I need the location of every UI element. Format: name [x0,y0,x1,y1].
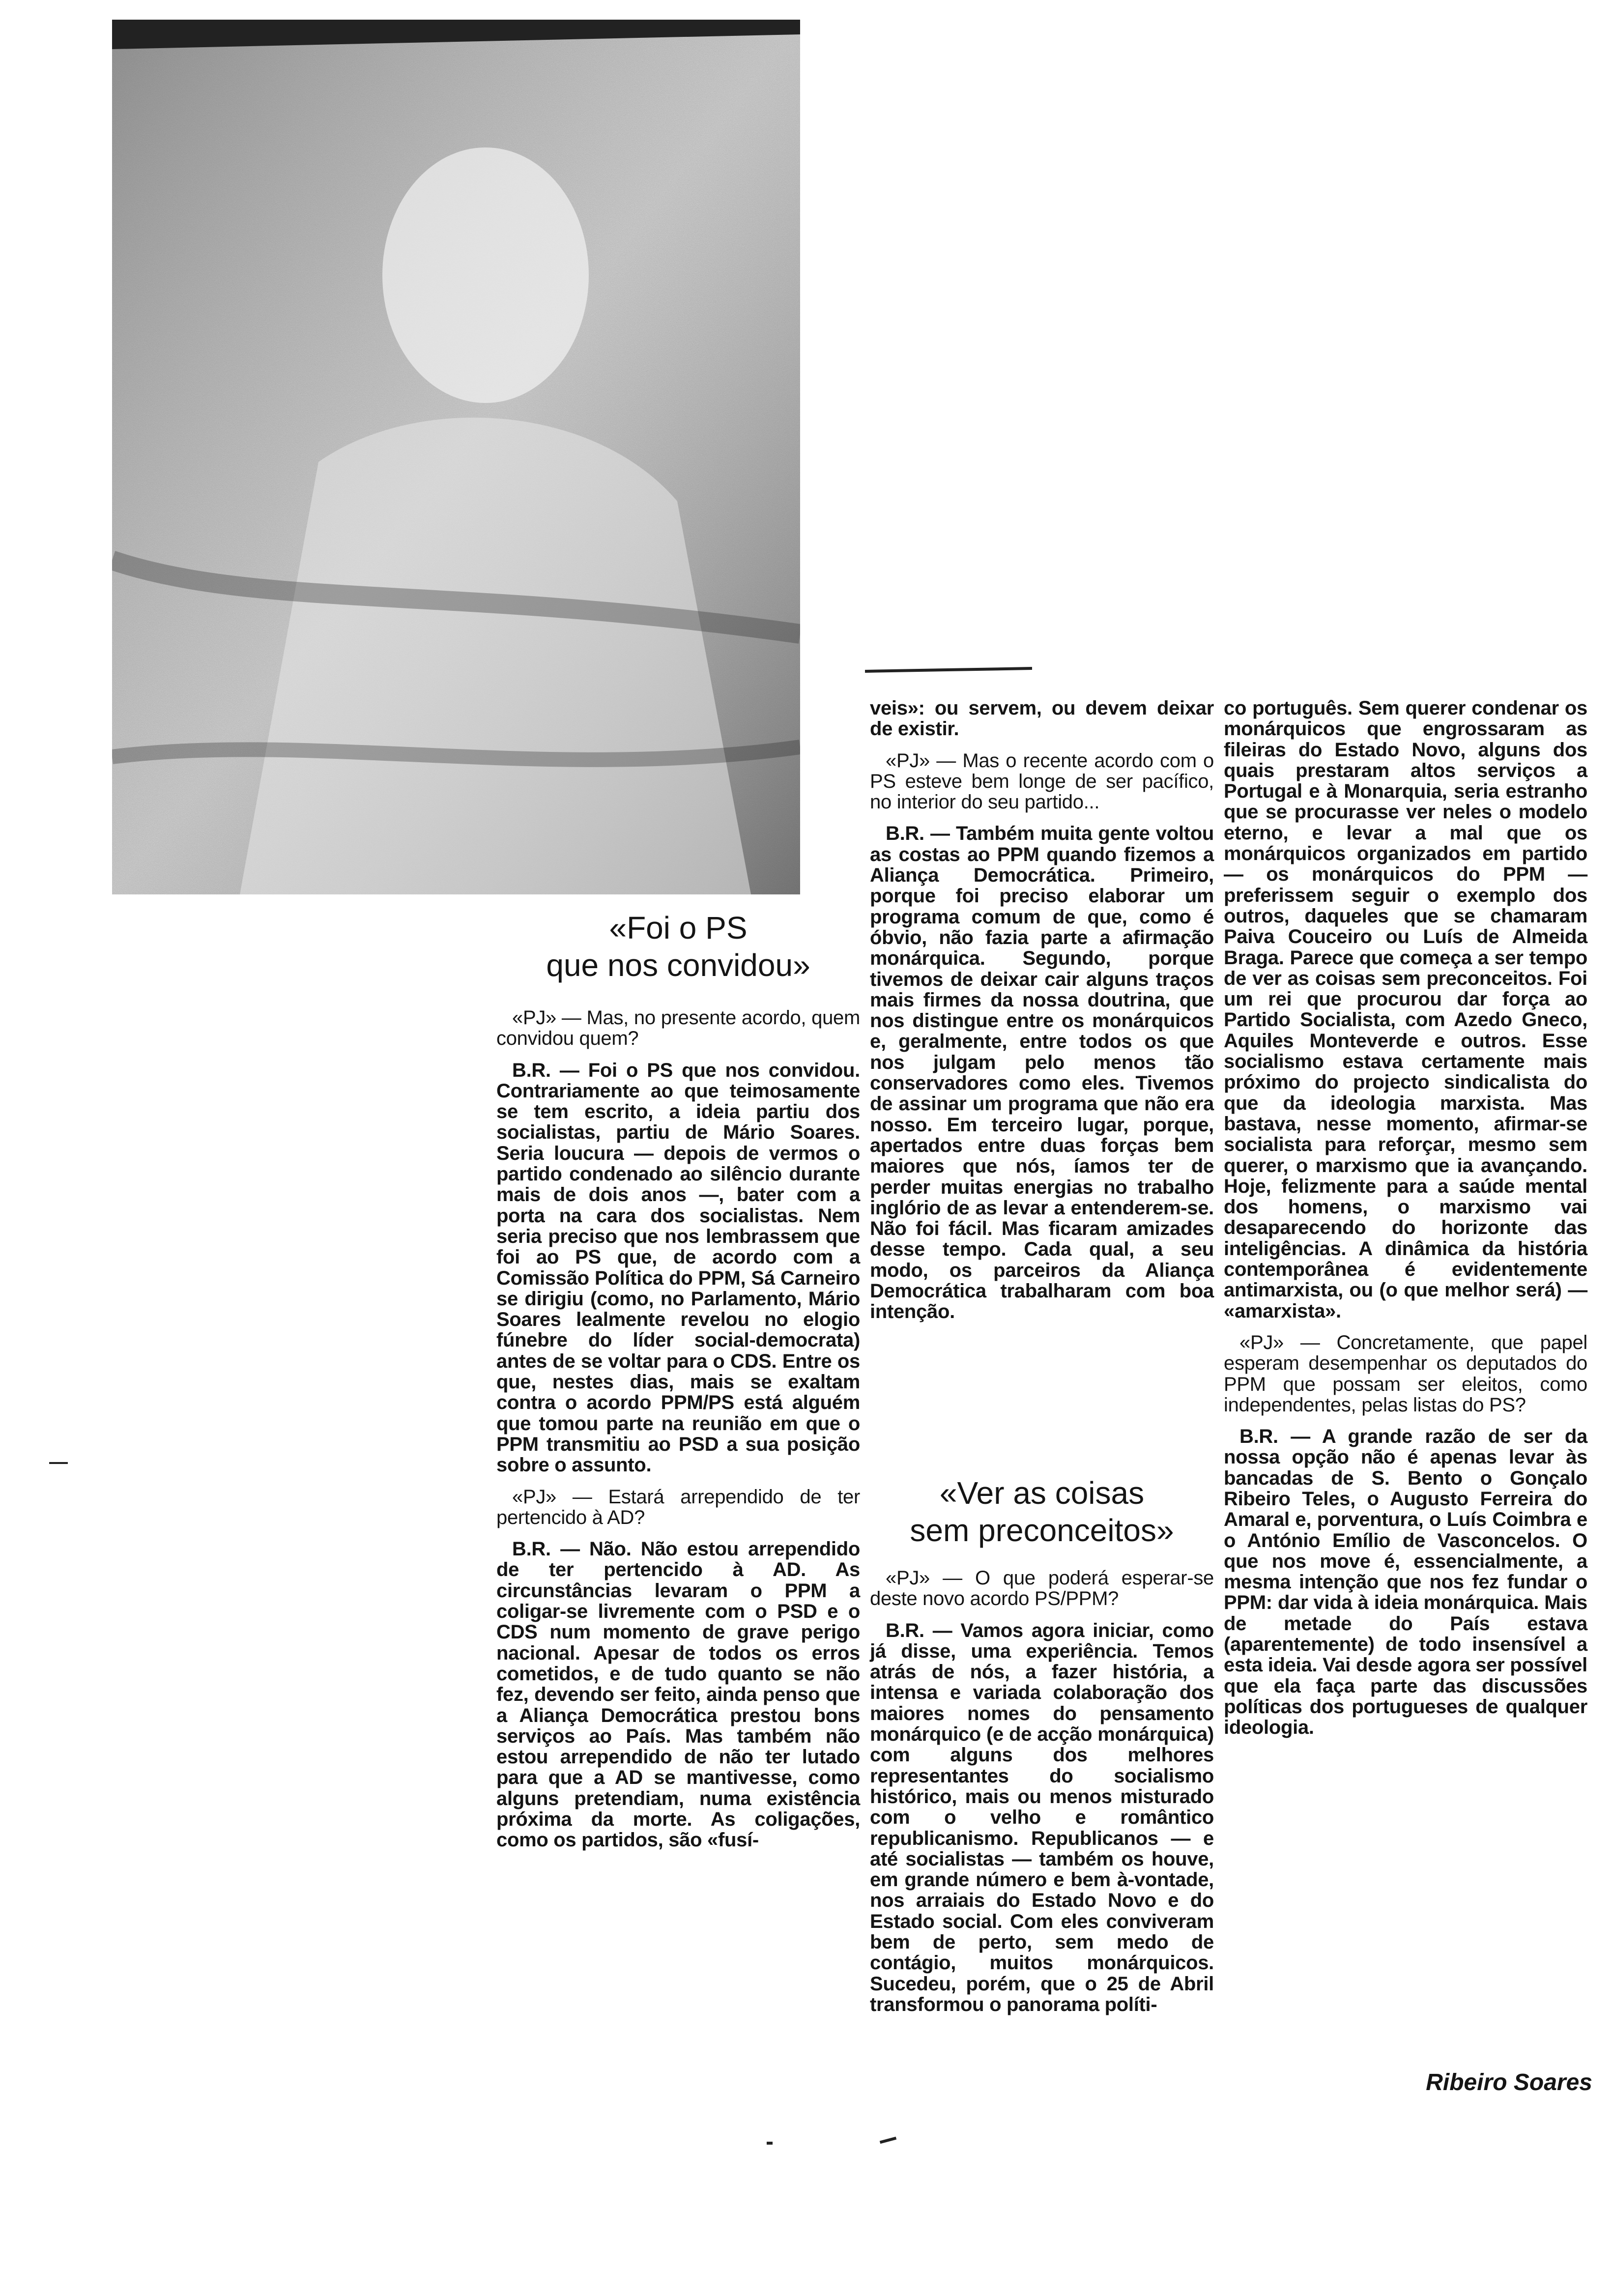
article-column-2 [870,698,1214,1322]
paragraph: co português. Sem querer condenar os monárquicos que engrossaram as fileiras do Estado Novo, alguns dos quais prestaram altos serviços a Portugal e à Monarquia, seria estranho que se procurasse ver neles o modelo eterno, e levar a mal que os monárquicos organizados em partido — os monárquicos do PPM — preferissem seguir o exemplo dos outros, daqueles que se chamaram Paiva Couceiro ou Luís de Almeida Braga. Parece que começa a ser tempo de ver as coisas sem preconceitos. Foi um rei que procurou dar força ao Partido Socialista, com Azedo Gneco, Aquiles Monteverde e outros. Esse socialismo estava certamente mais próximo do projecto sindicalista do que da ideologia marxista. Mas bastava, nesse momento, afirmar-se socialista para reforçar, mesmo sem querer, o marxismo que ia avançando. Hoje, felizmente para a saúde mental dos homens, o marxismo vai desaparecendo do horizonte das inteligências. A dinâmica da história contemporânea é evidentemente antimarxista, ou (o que melhor será) — «amarxista». [1224,697,1587,1322]
scan-mark [767,2142,773,2145]
scan-mark [865,667,1032,673]
heading-ver-as-coisas [870,1474,1214,1549]
article-column-3 [1224,698,1587,1738]
photo-placeholder-icon [112,20,800,894]
paragraph: veis»: ou servem, ou devem deixar de existir. [870,697,1214,740]
heading-foi-o-ps [496,909,860,984]
paragraph: «PJ» — Concretamente, que papel esperam desempenhar os deputados do PPM que possam ser eleitos, como independentes, pelas listas do PS? [1224,1331,1587,1416]
heading-line-2: que nos convidou» [546,947,810,983]
paragraph: B.R. — Foi o PS que nos convidou. Contrariamente ao que teimosamente se tem escrito, a ideia partiu dos socialistas, partiu de Mário Soares. Seria loucura — depois de vermos o partido condenado ao silêncio durante mais de dois anos —, bater com a porta na cara dos socialistas. Nem seria preciso que nos lembrassem que foi ao PS que, de acordo com a Comissão Política do PPM, Sá Carneiro se dirigiu (como, no Parlamento, Mário Soares lealmente revelou no elogio fúnebre do líder social-democrata) antes de se voltar para o CDS. Entre os que, nestes dias, mais se exaltam contra o acordo PPM/PS está alguém que tomou parte na reunião em que o PPM transmitiu ao PSD a sua posição sobre o assunto. [496,1059,860,1476]
paragraph: «PJ» — O que poderá esperar-se deste novo acordo PS/PPM? [870,1567,1214,1610]
byline: Ribeiro Soares [1426,2069,1592,2095]
paragraph: «PJ» — Mas, no presente acordo, quem convidou quem? [496,1007,860,1050]
scan-mark [49,1462,68,1464]
paragraph: B.R. — Não. Não estou arrependido de ter pertencido à AD. As circunstâncias levaram o PPM a coligar-se livremente com o PSD e o CDS num momento de grave perigo nacional. Apesar de todos os erros cometidos, e de tudo quanto se não fez, devendo ser feito, ainda penso que a Aliança Democrática prestou bons serviços ao País. Mas também não estou arrependido de não ter lutado para que a AD se mantivesse, como alguns pretendiam, numa existência próxima da morte. As coligações, como os partidos, são «fusí- [496,1538,860,1851]
paragraph: «PJ» — Mas o recente acordo com o PS esteve bem longe de ser pacífico, no interior do seu partido... [870,749,1214,813]
heading-line-2: sem preconceitos» [910,1513,1174,1548]
paragraph: «PJ» — Estará arrependido de ter pertencido à AD? [496,1486,860,1528]
article-column-2-continued [870,1568,1214,2015]
paragraph: B.R. — Vamos agora iniciar, como já disse, uma experiência. Temos atrás de nós, a fazer história, a intensa e variada colaboração dos maiores nomes do pensamento monárquico (e de acção monárquica) com alguns dos melhores representantes do socialismo histórico, mais ou menos misturado com o velho e romântico republicanismo. Republicanos — e até socialistas — também os houve, em grande número e bem à-vontade, nos arraiais do Estado Novo e do Estado social. Com eles conviveram bem de perto, sem medo de contágio, muitos monárquicos. Sucedeu, porém, que o 25 de Abril transformou o panorama políti- [870,1619,1214,2015]
heading-line-1: «Foi o PS [609,910,748,946]
article-photo [112,20,800,894]
scan-mark [880,2137,896,2144]
article-column-1 [496,1007,860,1851]
paragraph: B.R. — Também muita gente voltou as costas ao PPM quando fizemos a Aliança Democrática. Primeiro, porque foi preciso elaborar um programa comum de que, como é óbvio, não fazia parte a afirmação monárquica. Segundo, porque tivemos de deixar cair alguns traços mais firmes da nossa doutrina, que nos distingue entre os monárquicos e, geralmente, entre todos os que nos julgam pelo menos tão conservadores como eles. Tivemos de assinar um programa que não era nosso. Em terceiro lugar, porque, apertados entre duas forças bem maiores que nós, íamos ter de perder muitas energias no trabalho inglório de as levar a entenderem-se. Não foi fácil. Mas ficaram amizades desse tempo. Cada qual, a seu modo, os parceiros da Aliança Democrática trabalharam com boa intenção. [870,823,1214,1323]
heading-line-1: «Ver as coisas [939,1475,1145,1511]
paragraph: B.R. — A grande razão de ser da nossa opção não é apenas levar às bancadas de S. Bento o Gonçalo Ribeiro Teles, o Augusto Ferreira do Amaral e, porventura, o Luís Coimbra e o António Emílio de Vasconcelos. O que nos move é, essencialmente, a mesma intenção que nos fez fundar o PPM: dar vida à ideia monárquica. Mais de metade do País estava (aparentemente) de todo insensível a esta ideia. Vai desde agora ser possível que ela faça parte das discussões políticas dos portugueses de qualquer ideologia. [1224,1426,1587,1739]
